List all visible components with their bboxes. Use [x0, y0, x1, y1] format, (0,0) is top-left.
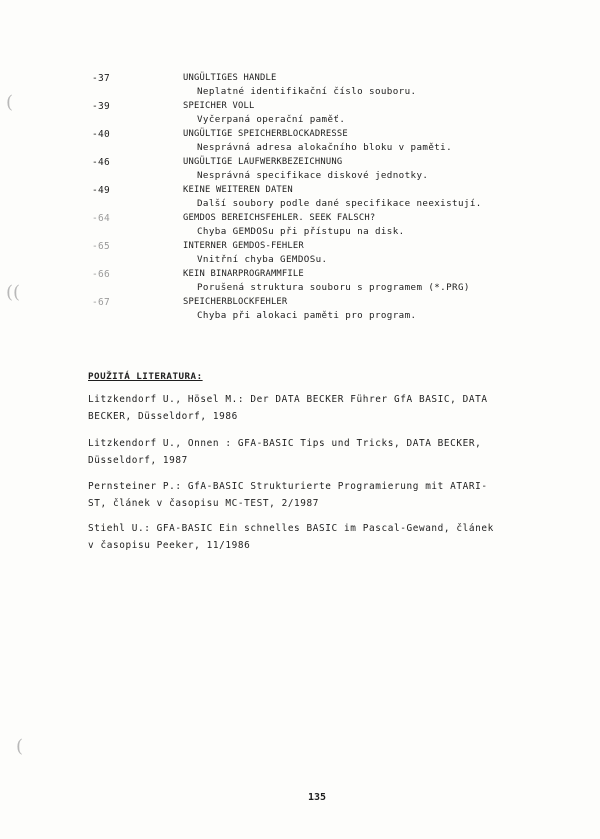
error-description: Vnitřní chyba GEMDOSu. — [197, 254, 328, 265]
error-description: Nesprávná adresa alokačního bloku v paměti. — [197, 142, 453, 153]
error-code: -49 — [92, 185, 111, 196]
error-code: -64 — [92, 213, 111, 224]
error-name: UNGÜLTIGE LAUFWERKBEZEICHNUNG — [183, 157, 343, 167]
error-name: KEINE WEITEREN DATEN — [183, 185, 293, 195]
error-description: Chyba při alokaci paměti pro program. — [197, 310, 417, 321]
error-description: Nesprávná specifikace diskové jednotky. — [197, 170, 429, 181]
error-name: INTERNER GEMDOS-FEHLER — [183, 241, 304, 251]
reference-line: v časopisu Peeker, 11/1986 — [88, 540, 251, 551]
literature-heading: POUŽITÁ LITERATURA: — [88, 371, 203, 382]
reference-entry — [88, 478, 548, 512]
page-number: 135 — [308, 792, 327, 803]
error-name: SPEICHER VOLL — [183, 101, 255, 111]
error-code: -39 — [92, 101, 111, 112]
reference-line: Stiehl U.: GFA-BASIC Ein schnelles BASIC im Pascal-Gewand, článek — [88, 523, 494, 534]
margin-mark: (( — [6, 282, 21, 303]
error-name: SPEICHERBLOCKFEHLER — [183, 297, 288, 307]
margin-mark: ( — [16, 736, 24, 757]
error-description: Chyba GEMDOSu při přístupu na disk. — [197, 226, 405, 237]
reference-line: BECKER, Düsseldorf, 1986 — [88, 411, 238, 422]
reference-line: Litzkendorf U., Onnen : GFA-BASIC Tips und Tricks, DATA BECKER, — [88, 438, 482, 449]
error-description: Další soubory podle dané specifikace neexistují. — [197, 198, 482, 209]
error-description: Neplatné identifikační číslo souboru. — [197, 86, 417, 97]
reference-entry — [88, 435, 548, 469]
reference-line: ST, článek v časopisu MC-TEST, 2/1987 — [88, 498, 320, 509]
reference-line: Pernsteiner P.: GfA-BASIC Strukturierte Programierung mit ATARI- — [88, 481, 488, 492]
error-name: UNGÜLTIGES HANDLE — [183, 73, 277, 83]
error-code: -65 — [92, 241, 111, 252]
error-name: GEMDOS BEREICHSFEHLER. SEEK FALSCH? — [183, 213, 376, 223]
reference-entry — [88, 391, 548, 425]
reference-line: Düsseldorf, 1987 — [88, 455, 188, 466]
error-code: -66 — [92, 269, 111, 280]
error-description: Vyčerpaná operační paměť. — [197, 114, 346, 125]
margin-mark: ( — [6, 92, 14, 113]
error-description: Porušená struktura souboru s programem (*.PRG) — [197, 282, 470, 293]
error-name: KEIN BINARPROGRAMMFILE — [183, 269, 304, 279]
error-name: UNGÜLTIGE SPEICHERBLOCKADRESSE — [183, 129, 348, 139]
error-code: -40 — [92, 129, 111, 140]
reference-line: Litzkendorf U., Hösel M.: Der DATA BECKER Führer GfA BASIC, DATA — [88, 394, 488, 405]
error-code: -46 — [92, 157, 111, 168]
reference-entry — [88, 520, 548, 554]
error-code: -67 — [92, 297, 111, 308]
error-code: -37 — [92, 73, 111, 84]
